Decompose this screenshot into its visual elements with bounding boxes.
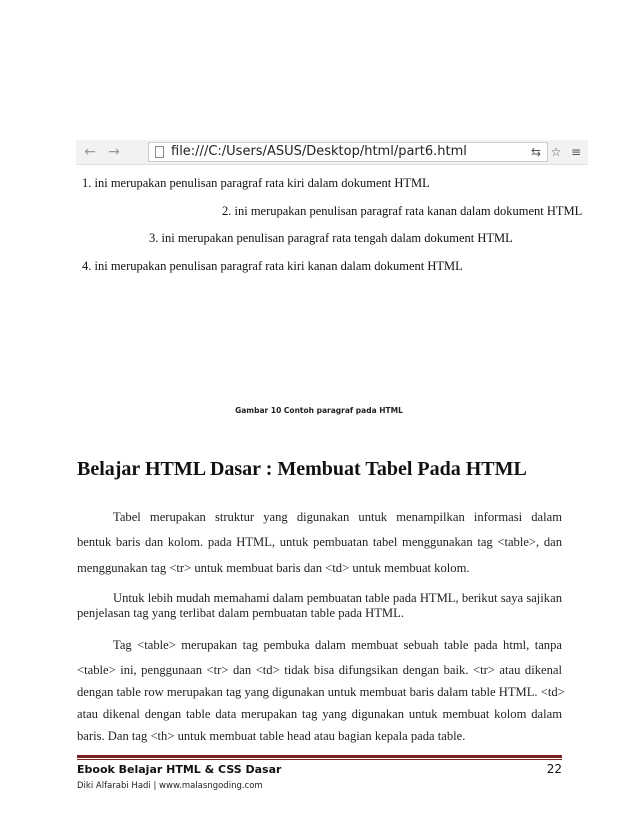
- body-text-line: Tabel merupakan struktur yang digunakan untuk menampilkan informasi dalam: [113, 510, 562, 524]
- page-icon: [155, 146, 164, 158]
- address-bar[interactable]: [148, 142, 548, 162]
- body-text-line: bentuk baris dan kolom. pada HTML, untuk pembuatan tabel menggunakan tag <table>, dan: [77, 535, 562, 549]
- figure-caption: Gambar 10 Contoh paragraf pada HTML: [235, 406, 403, 415]
- body-text-line: baris. Dan tag <th> untuk membuat table head atau bagian kepala pada table.: [77, 729, 466, 743]
- translate-icon[interactable]: ⇆: [530, 145, 542, 159]
- body-text-line: Tag <table> merupakan tag pembuka dalam membuat sebuah table pada html, tanpa: [113, 638, 562, 652]
- footer-title: Ebook Belajar HTML & CSS Dasar: [77, 763, 282, 776]
- figure-screenshot: [76, 140, 588, 280]
- demo-paragraph-justify: 4. ini merupakan penulisan paragraf rata kiri kanan dalam dokument HTML: [82, 259, 463, 273]
- forward-arrow-icon[interactable]: →: [108, 144, 120, 160]
- body-text-line: Untuk lebih mudah memahami dalam pembuatan table pada HTML, berikut saya sajikan: [113, 591, 562, 605]
- footer-rule-thin: [77, 759, 562, 760]
- demo-paragraph-right: 2. ini merupakan penulisan paragraf rata kanan dalam dokument HTML: [222, 204, 583, 218]
- demo-paragraph-center: 3. ini merupakan penulisan paragraf rata tengah dalam dokument HTML: [149, 231, 513, 245]
- body-text-line: penjelasan tag yang terlibat dalam pembuatan table pada HTML.: [77, 606, 404, 620]
- section-heading: Belajar HTML Dasar : Membuat Tabel Pada HTML: [77, 458, 527, 480]
- body-text-line: dengan table row merupakan tag yang digunakan untuk membuat baris dalam table HTML. <td>: [77, 685, 565, 699]
- body-text-line: menggunakan tag <tr> untuk membuat baris dan <td> untuk membuat kolom.: [77, 561, 470, 575]
- star-icon[interactable]: ☆: [550, 145, 562, 159]
- demo-paragraph-left: 1. ini merupakan penulisan paragraf rata kiri dalam dokument HTML: [82, 176, 430, 190]
- browser-toolbar: [76, 140, 588, 165]
- body-text-line: atau dikenal dengan table data merupakan tag yang digunakan untuk membuat kolom dalam: [77, 707, 562, 721]
- page-number: 22: [546, 762, 562, 776]
- url-text: file:///C:/Users/ASUS/Desktop/html/part6.html: [171, 144, 467, 159]
- footer-rule: [77, 755, 562, 758]
- footer-author: Diki Alfarabi Hadi | www.malasngoding.com: [77, 781, 263, 791]
- back-arrow-icon[interactable]: ←: [84, 144, 96, 160]
- menu-icon[interactable]: ≡: [570, 145, 582, 159]
- body-text-line: <table> ini, penggunaan <tr> dan <td> tidak bisa difungsikan dengan baik. <tr> atau dikenal: [77, 663, 562, 677]
